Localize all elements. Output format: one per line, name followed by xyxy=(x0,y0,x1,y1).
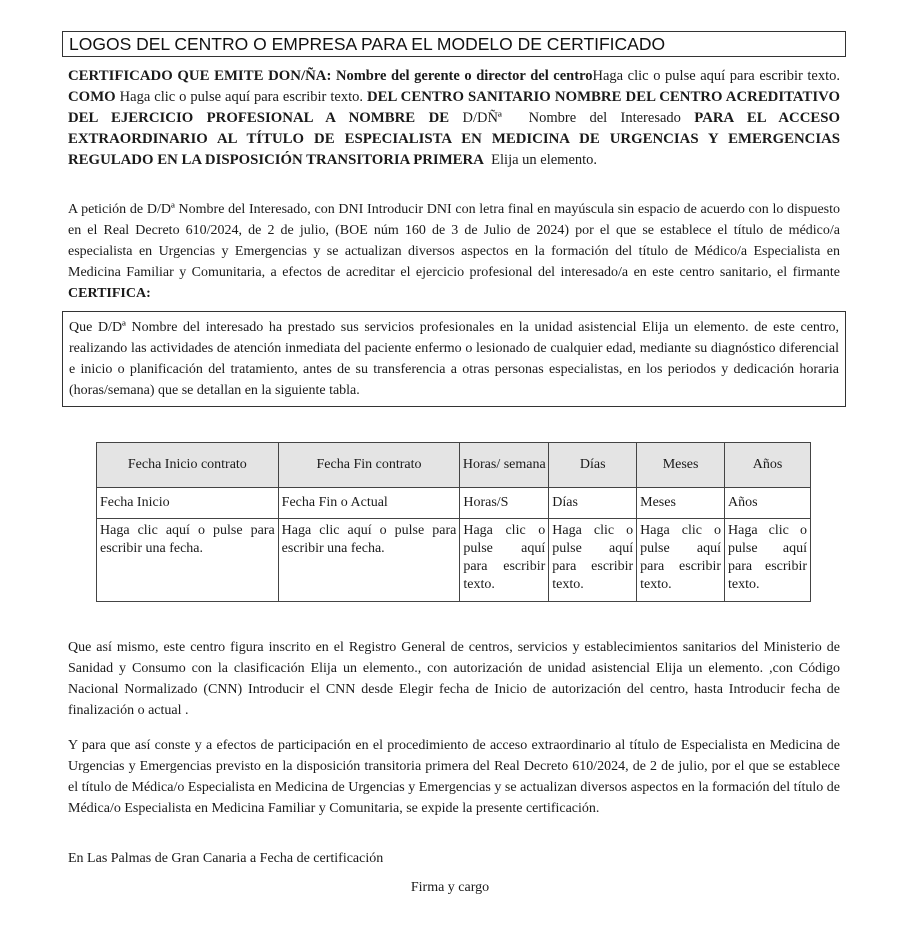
cell-dias[interactable]: Días xyxy=(549,488,637,519)
place-date-line: En Las Palmas de Gran Canaria a Fecha de certificación xyxy=(68,851,384,866)
text-field-meses[interactable]: Haga clic o pulse aquí para escribir texto. xyxy=(637,519,725,602)
dd-label: D/DÑª xyxy=(462,110,502,126)
cell-horas[interactable]: Horas/S xyxy=(460,488,549,519)
cell-fecha-inicio[interactable]: Fecha Inicio xyxy=(97,488,279,519)
logos-header-box: LOGOS DEL CENTRO O EMPRESA PARA EL MODELO DE CERTIFICADO xyxy=(62,31,846,57)
table-row xyxy=(97,519,811,602)
table-header-row xyxy=(97,443,811,488)
peticion-paragraph xyxy=(68,199,840,304)
intro-paragraph xyxy=(68,66,840,171)
col-header-horas: Horas/ semana xyxy=(460,443,549,488)
services-box: Que D/Dª Nombre del interesado ha prestado sus servicios profesionales en la unidad asistencial Elija un elemento. de este centro, realizando las actividades de atención inmediata del paciente enfermo o lesionado de cualquier edad, mediante su diagnóstico diferencial e inicio o planificación del tratamiento, antes de su transferencia a otras personas especialistas, en los periodos y dedicación horaria (horas/semana) que se detallan en la siguiente tabla. xyxy=(62,311,846,407)
constancia-paragraph: Y para que así conste y a efectos de participación en el procedimiento de acceso extraordinario al título de Especialista en Medicina de Urgencias y Emergencias previsto en la disposición transitoria primera del Real Decreto 610/2024, de 2 de julio, por el que se establece el título de Médica/o Especialista en Medicina de Urgencias y Emergencias y se actualizan diversos aspectos en la formación del título de Médica/o Especialista en Medicina Familiar y Comunitaria, se expide la presente certificación. xyxy=(68,738,840,816)
col-header-meses: Meses xyxy=(637,443,725,488)
registro-paragraph: Que así mismo, este centro figura inscrito en el Registro General de centros, servicios y establecimientos sanitarios del Ministerio de Sanidad y Consumo con la clasificación Elija un elemento., con autorización de unidad asistencial Elija un elemento. ,con Código Nacional Normalizado (CNN) Introducir el CNN desde Elegir fecha de Inicio de autorización del centro, hasta Introducir fecha de finalización o actual . xyxy=(68,640,840,718)
text-field-anos[interactable]: Haga clic o pulse aquí para escribir texto. xyxy=(725,519,811,602)
col-header-fecha-inicio: Fecha Inicio contrato xyxy=(97,443,279,488)
peticion-text: A petición de D/Dª Nombre del Interesado, con DNI Introducir DNI con letra final en mayúscula sin espacio de acuerdo con lo dispuesto en el Real Decreto 610/2024, de 2 de julio, (BOE núm 160 de 3 de Julio de 2024) por el que se establece el título de médico/a especialista en Urgencias y Emergencias y se actualizan diversos aspectos en la formación del título de Médico/a Especialista en Medicina Familiar y Comunitaria, a efectos de acreditar el ejercicio profesional del interesado/a en este centro sanitario, el firmante xyxy=(68,202,840,280)
table-row xyxy=(97,488,811,519)
certifica-label: CERTIFICA: xyxy=(68,286,151,301)
col-header-fecha-fin: Fecha Fin contrato xyxy=(278,443,460,488)
como-label: COMO xyxy=(68,89,116,105)
date-picker-fin[interactable]: Haga clic aquí o pulse para escribir una fecha. xyxy=(278,519,460,602)
text-field-horas[interactable]: Haga clic o pulse aquí para escribir texto. xyxy=(460,519,549,602)
text-field-dias[interactable]: Haga clic o pulse aquí para escribir texto. xyxy=(549,519,637,602)
placeholder-field-1[interactable]: Haga clic o pulse aquí para escribir texto. xyxy=(592,68,841,84)
centro-label: DEL CENTRO SANITARIO NOMBRE DEL CENTRO ACREDITATIVO DEL EJERCICIO PROFESIONAL A NOMBRE DE xyxy=(68,89,841,126)
cell-anos[interactable]: Años xyxy=(725,488,811,519)
certificado-label: CERTIFICADO QUE EMITE DON/ÑA: xyxy=(68,68,332,84)
placeholder-field-2[interactable]: Haga clic o pulse aquí para escribir texto. xyxy=(119,89,363,105)
gerente-field[interactable]: Nombre del gerente o director del centro xyxy=(335,68,593,84)
element-dropdown[interactable]: Elija un elemento. xyxy=(491,152,598,168)
cell-meses[interactable]: Meses xyxy=(637,488,725,519)
cell-fecha-fin[interactable]: Fecha Fin o Actual xyxy=(278,488,460,519)
interesado-field[interactable]: Nombre del Interesado xyxy=(528,110,681,126)
col-header-anos: Años xyxy=(725,443,811,488)
purpose-label: PARA EL ACCESO EXTRAORDINARIO AL TÍTULO DE ESPECIALISTA EN MEDICINA DE URGENCIAS Y EMERGENCIAS REGULADO EN LA DISPOSICIÓN TRANSITORIA PRIMERA xyxy=(68,110,841,168)
service-periods-table xyxy=(96,442,811,602)
col-header-dias: Días xyxy=(549,443,637,488)
signature-label: Firma y cargo xyxy=(410,880,490,895)
date-picker-inicio[interactable]: Haga clic aquí o pulse para escribir una fecha. xyxy=(97,519,279,602)
